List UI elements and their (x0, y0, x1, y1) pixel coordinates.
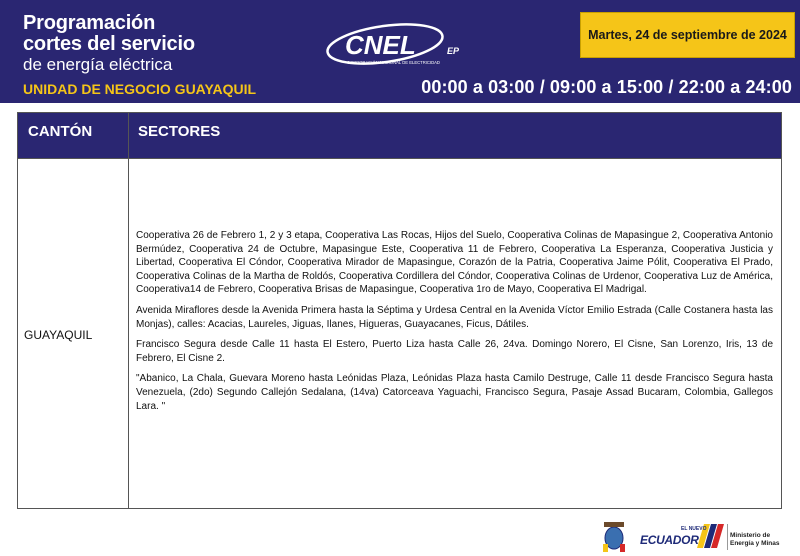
ministerio-label (730, 532, 780, 547)
column-header-canton: CANTÓN (28, 123, 93, 140)
ecuador-label: ECUADOR (640, 533, 699, 547)
business-unit-label: UNIDAD DE NEGOCIO GUAYAQUIL (23, 81, 257, 97)
ministerio-line-1: Ministerio de (730, 532, 771, 539)
date-box (580, 12, 795, 58)
logo-caption: CORPORACIÓN NACIONAL DE ELECTRICIDAD (347, 60, 440, 65)
el-nuevo-label: EL NUEVO (681, 526, 707, 532)
column-divider (128, 113, 129, 508)
sectors-cell (136, 229, 773, 420)
title-line-1: Programación (23, 12, 156, 34)
schedule-hours: 00:00 a 03:00 / 09:00 a 15:00 / 22:00 a 24:00 (421, 77, 792, 97)
logo-text: CNEL (345, 30, 416, 60)
title-line-3: de energía eléctrica (23, 55, 173, 74)
row-divider (18, 158, 781, 159)
header-banner (0, 0, 800, 103)
logo-suffix: EP (447, 46, 460, 56)
canton-cell: GUAYAQUIL (24, 328, 93, 342)
cnel-logo (323, 22, 483, 77)
sectors-table (17, 112, 782, 509)
title-line-2: cortes del servicio (23, 33, 195, 55)
column-header-sectores: SECTORES (138, 123, 221, 140)
sector-paragraph: Avenida Miraflores desde la Avenida Primera hasta la Séptima y Urdesa Central en la Avenida Víctor Emilio Estrada (Calle Costanera hasta las Monjas), calles: Acacias, Laureles, Jiguas, Ilanes, Higueras, Guayacanes, Ficus, Dátiles. (136, 304, 773, 330)
date-text: Martes, 24 de septiembre de 2024 (588, 28, 787, 42)
sector-paragraph: "Abanico, La Chala, Guevara Moreno hasta Leónidas Plaza, Leónidas Plaza hasta Camilo Destruge, Calle 11 desde Francisco Segura hasta Venezuela, (2do) Segundo Callejón Sedalana, (14va) Catorceava Yaguachi, Francisco Segura, Pasaje Assad Bucaram, Colombia, Gallegos Lara. " (136, 373, 773, 412)
ministerio-line-2: Energía y Minas (730, 539, 780, 547)
table-header-row (18, 113, 781, 158)
sector-paragraph: Cooperativa 26 de Febrero 1, 2 y 3 etapa, Cooperativa Las Rocas, Hijos del Suelo, Cooperativa Colinas de Mapasingue 2, Cooperativa Antonio Bermúdez, Cooperativa 24 de Octubre, Mapasingue Este, Cooperativa 11 de Febrero, Cooperativa La Esperanza, Cooperativa Justicia y Libertad, Cooperativa El Cóndor, Cooperativa Mirador de Mapasingue, Corazón de la Patria, Cooperativa Jaime Pólit, Cooperativa El Prado, Cooperativa Colinas de la Martha de Roldós, Cooperativa Cordillera del Cóndor, Cooperativa Colinas de Urdenor, Cooperativa Luz de América, Cooperativa14 de Febrero, Cooperativa Brisas de Mapasingue, Cooperativa 1ro de Mayo, Cooperativa El Madrigal. (136, 230, 773, 296)
sector-paragraph: Francisco Segura desde Calle 11 hasta El Estero, Puerto Liza hasta Calle 26, 24va. Domingo Norero, El Cisne, San Lorenzo, Iris, 13 de Febrero, El Cisne 2. (136, 339, 773, 364)
footer-separator (727, 524, 728, 550)
ecuador-coat-of-arms-icon (603, 522, 625, 552)
